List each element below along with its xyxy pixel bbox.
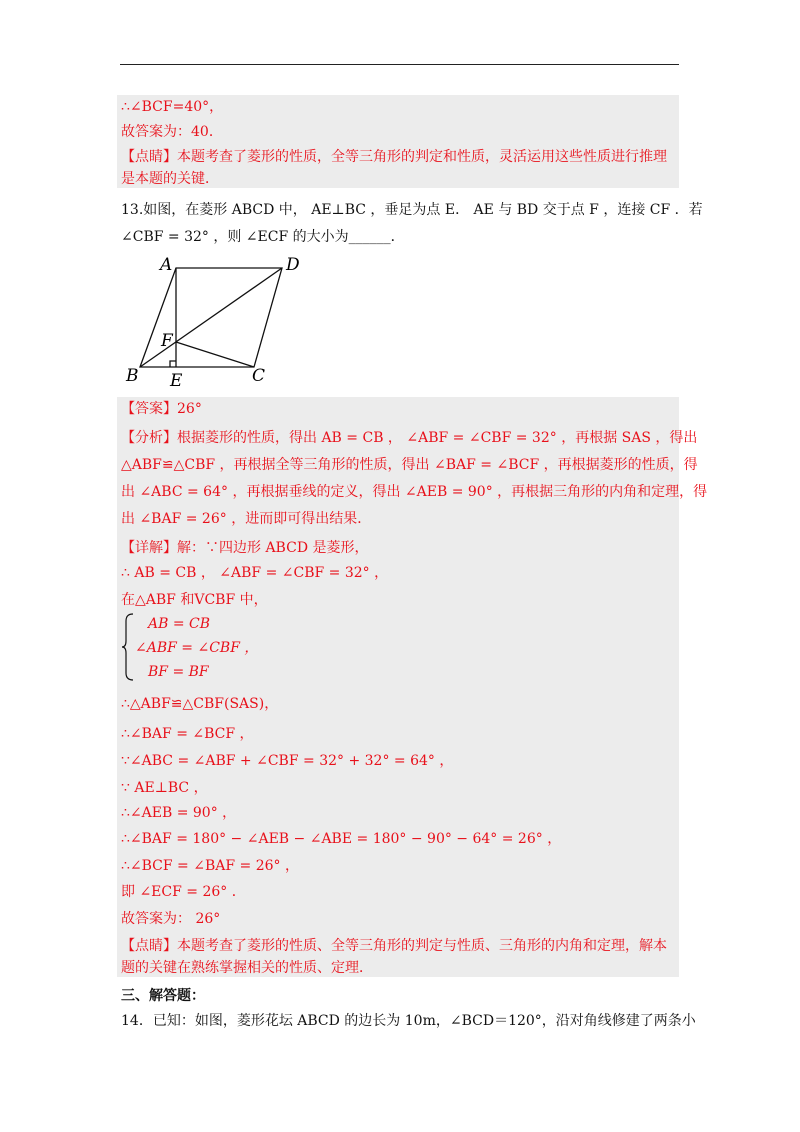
answer-line: 【答案】26° [121,401,202,417]
label-b: B [126,366,139,386]
text-line: ∴∠BCF=40°， [121,99,224,115]
analysis-line: △ABF≌△CBF ，再根据全等三角形的性质，得出 ∠BAF = ∠BCF ，再根据菱形的性质，得 [121,457,698,473]
question-13-line: ∠CBF = 32° ，则 ∠ECF 的大小为______． [121,229,405,245]
analysis-line: 出 ∠BAF = 26° ，进而即可得出结果． [121,511,372,527]
text-line: 故答案为：40． [121,124,223,140]
label-e: E [170,371,183,390]
detail-line: ∴ AB = CB ， ∠ABF = ∠CBF = 32° ， [121,565,389,581]
question-13-line: 13.如图，在菱形 ABCD 中， AE⊥BC ，垂足为点 E． AE 与 BD 交于点 F ，连接 CF ．若 [121,202,703,218]
analysis-line: 【分析】根据菱形的性质，得出 AB = CB ， ∠ABF = ∠CBF = 32° ，再根据 SAS ，得出 [121,430,698,446]
detail-line: ∴∠BCF = ∠BAF = 26° ， [121,858,299,874]
detail-line: 即 ∠ECF = 26° ． [121,884,246,900]
question-14-line: 14．已知：如图，菱形花坛 ABCD 的边长为 10m，∠BCD＝120°，沿对角线修建了两条小 [121,1013,696,1029]
right-angle-mark [170,361,176,367]
label-c: C [252,366,266,386]
comment-line: 是本题的关键． [121,171,219,187]
detail-line: 故答案为： 26° [121,911,221,927]
rhombus-figure [120,250,320,390]
label-d: D [286,255,300,275]
detail-line: ∴∠BAF = ∠BCF ， [121,726,254,742]
analysis-line: 出 ∠ABC = 64° ，再根据垂线的定义，得出 ∠AEB = 90° ，再根据三角形的内角和定理，得 [121,484,708,500]
diagonal-bd [140,268,282,367]
system-eq-3: BF = BF [148,664,209,680]
detail-line: ∵∠ABC = ∠ABF + ∠CBF = 32° + 32° = 64° ， [121,753,454,769]
system-eq-1: AB = CB [148,616,211,632]
detail-line: ∴∠AEB = 90° ， [121,805,237,821]
detail-line: ∴△ABF≌△CBF(SAS)， [121,696,279,712]
comment-line: 【点睛】本题考查了菱形的性质，全等三角形的判定和性质，灵活运用这些性质进行推理 [121,149,667,165]
comment-line: 【点睛】本题考查了菱形的性质、全等三角形的判定与性质、三角形的内角和定理，解本 [121,938,667,954]
detail-line: 【详解】解：∵四边形 ABCD 是菱形， [121,540,369,556]
detail-line: ∵ AE⊥BC ， [121,780,208,796]
left-brace [121,613,135,681]
detail-line: ∴∠BAF = 180° − ∠AEB − ∠ABE = 180° − 90° − 64° = 26° ， [121,831,562,847]
segment-cf [176,342,254,367]
system-eq-2: ∠ABF = ∠CBF ， [135,640,259,656]
label-a: A [160,255,173,275]
section-heading: 三、解答题： [121,988,205,1004]
label-f: F [161,331,173,351]
detail-line: 在△ABF 和VCBF 中， [121,592,268,608]
comment-line: 题的关键在熟练掌握相关的性质、定理． [121,960,373,976]
header-rule [120,64,679,65]
